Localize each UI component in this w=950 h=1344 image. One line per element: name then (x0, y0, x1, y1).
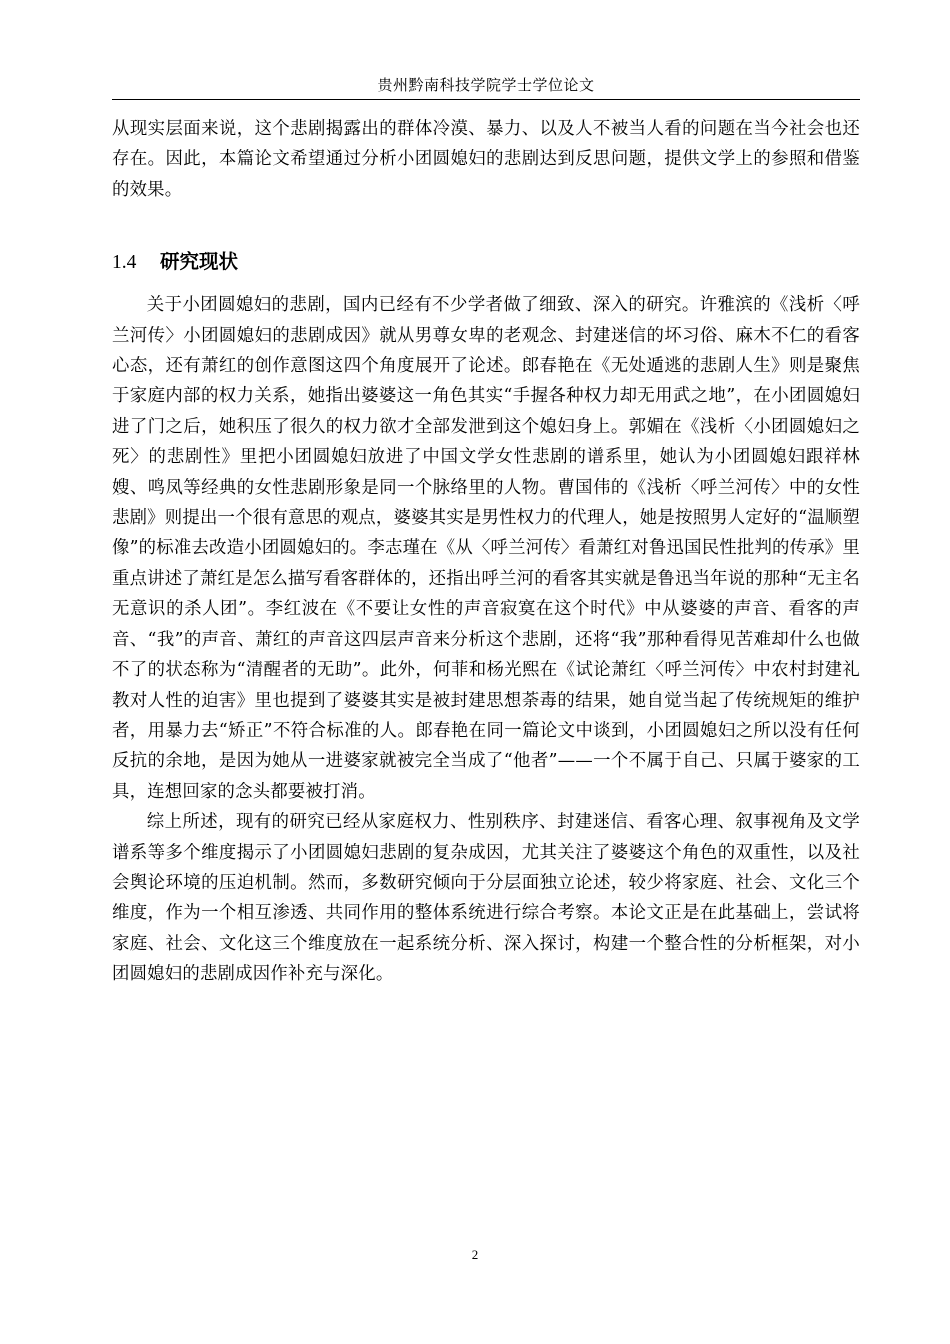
literature-review-paragraph: 关于小团圆媳妇的悲剧，国内已经有不少学者做了细致、深入的研究。许雅滨的《浅析〈呼兰河传〉小团圆媳妇的悲剧成因》就从男尊女卑的老观念、封建迷信的坏习俗、麻木不仁的看客心态，还有萧红的创作意图这四个角度展开了论述。郎春艳在《无处遁逃的悲剧人生》则是聚焦于家庭内部的权力关系，她指出婆婆这一角色其实“手握各种权力却无用武之地”，在小团圆媳妇进了门之后，她积压了很久的权力欲才全部发泄到这个媳妇身上。郭媚在《浅析〈小团圆媳妇之死〉的悲剧性》里把小团圆媳妇放进了中国文学女性悲剧的谱系里，她认为小团圆媳妇跟祥林嫂、鸣凤等经典的女性悲剧形象是同一个脉络里的人物。曹国伟的《浅析〈呼兰河传〉中的女性悲剧》则提出一个很有意思的观点，婆婆其实是男性权力的代理人，她是按照男人定好的“温顺塑像”的标准去改造小团圆媳妇的。李志瑾在《从〈呼兰河传〉看萧红对鲁迅国民性批判的传承》里重点讲述了萧红是怎么描写看客群体的，还指出呼兰河的看客其实就是鲁迅当年说的那种“无主名无意识的杀人团”。李红波在《不要让女性的声音寂寞在这个时代》中从婆婆的声音、看客的声音、“我”的声音、萧红的声音这四层声音来分析这个悲剧，还将“我”那种看得见苦难却什么也做不了的状态称为“清醒者的无助”。此外，何菲和杨光熙在《试论萧红〈呼兰河传〉中农村封建礼教对人性的迫害》里也提到了婆婆其实是被封建思想荼毒的结果，她自觉当起了传统规矩的维护者，用暴力去“矫正”不符合标准的人。郎春艳在同一篇论文中谈到，小团圆媳妇之所以没有任何反抗的余地，是因为她从一进婆家就被完全当成了“他者”——一个不属于自己、只属于婆家的工具，连想回家的念头都要被打消。 (112, 295, 860, 802)
summary-paragraph: 综上所述，现有的研究已经从家庭权力、性别秩序、封建迷信、看客心理、叙事视角及文学谱系等多个维度揭示了小团圆媳妇悲剧的复杂成因，尤其关注了婆婆这个角色的双重性，以及社会舆论环境的压迫机制。然而，多数研究倾向于分层面独立论述，较少将家庭、社会、文化三个维度，作为一个相互渗透、共同作用的整体系统进行综合考察。本论文正是在此基础上，尝试将家庭、社会、文化这三个维度放在一起系统分析、深入探讨，构建一个整合性的分析框架，对小团圆媳妇的悲剧成因作补充与深化。 (112, 812, 860, 985)
section-heading (112, 247, 860, 278)
page-number: 2 (471, 1247, 479, 1262)
header-divider (112, 99, 860, 100)
section-number: 1.4 (112, 252, 137, 274)
intro-paragraph: 从现实层面来说，这个悲剧揭露出的群体冷漠、暴力、以及人不被当人看的问题在当今社会也还存在。因此，本篇论文希望通过分析小团圆媳妇的悲剧达到反思问题，提供文学上的参照和借鉴的效果。 (112, 119, 860, 200)
running-header: 贵州黔南科技学院学士学位论文 (377, 76, 595, 94)
section-title: 研究现状 (160, 250, 239, 274)
page-body (112, 114, 860, 990)
